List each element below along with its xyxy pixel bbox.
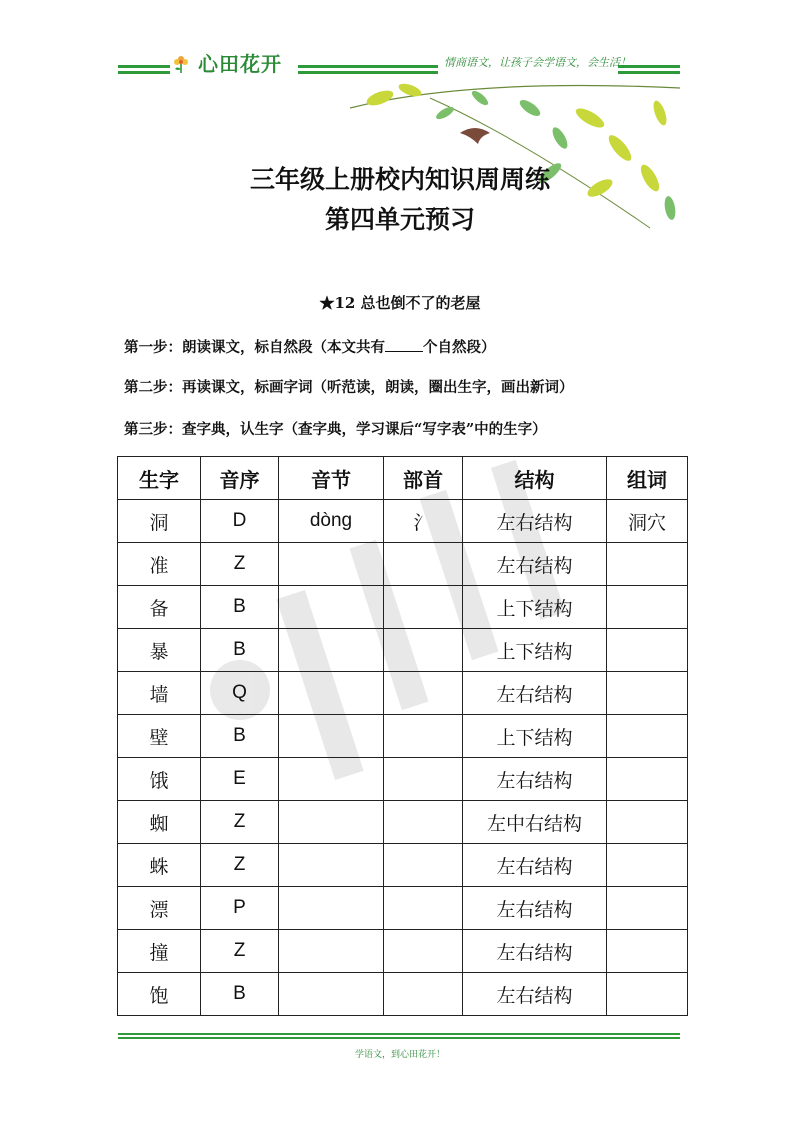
cell-pinyin[interactable] <box>279 844 384 887</box>
table-row <box>118 715 688 758</box>
slogan: 情商语文，让孩子会学语文，会生活！ <box>444 56 631 69</box>
cell-pinyin: dòng <box>279 500 384 543</box>
cell-char: 蛛 <box>118 844 201 887</box>
cell-pinyin[interactable] <box>279 586 384 629</box>
step-3: 第三步：查字典，认生字（查字典，学习课后“写字表”中的生字） <box>124 421 547 438</box>
cell-structure: 上下结构 <box>463 715 607 758</box>
table-row <box>118 543 688 586</box>
cell-char: 饿 <box>118 758 201 801</box>
cell-structure: 左中右结构 <box>463 801 607 844</box>
cell-order: P <box>201 887 279 930</box>
flower-icon <box>170 52 192 74</box>
cell-char: 漂 <box>118 887 201 930</box>
cell-char: 墙 <box>118 672 201 715</box>
cell-char: 洞 <box>118 500 201 543</box>
cell-char: 饱 <box>118 973 201 1016</box>
cell-order: B <box>201 629 279 672</box>
cell-radical[interactable] <box>384 715 463 758</box>
cell-radical[interactable] <box>384 629 463 672</box>
cell-pinyin[interactable] <box>279 629 384 672</box>
cell-word[interactable] <box>607 715 688 758</box>
cell-radical[interactable] <box>384 758 463 801</box>
step-1-text-end: 个自然段） <box>423 339 496 356</box>
cell-structure: 上下结构 <box>463 629 607 672</box>
table-row <box>118 973 688 1016</box>
cell-order: Q <box>201 672 279 715</box>
cell-order: E <box>201 758 279 801</box>
cell-word: 洞穴 <box>607 500 688 543</box>
cell-word[interactable] <box>607 801 688 844</box>
cell-structure: 左右结构 <box>463 500 607 543</box>
vocab-table <box>117 456 688 1016</box>
cell-order: D <box>201 500 279 543</box>
cell-structure: 左右结构 <box>463 758 607 801</box>
lesson-title: ★12 总也倒不了的老屋 <box>319 294 481 312</box>
table-row <box>118 500 688 543</box>
cell-radical[interactable] <box>384 801 463 844</box>
cell-pinyin[interactable] <box>279 715 384 758</box>
cell-radical[interactable] <box>384 672 463 715</box>
cell-word[interactable] <box>607 887 688 930</box>
cell-pinyin[interactable] <box>279 887 384 930</box>
cell-radical[interactable] <box>384 844 463 887</box>
cell-word[interactable] <box>607 930 688 973</box>
cell-word[interactable] <box>607 844 688 887</box>
cell-radical[interactable] <box>384 930 463 973</box>
cell-word[interactable] <box>607 973 688 1016</box>
cell-char: 准 <box>118 543 201 586</box>
cell-pinyin[interactable] <box>279 930 384 973</box>
page-title: 三年级上册校内知识周周练 <box>249 165 550 194</box>
cell-char: 暴 <box>118 629 201 672</box>
cell-radical[interactable] <box>384 973 463 1016</box>
cell-char: 备 <box>118 586 201 629</box>
page-subtitle: 第四单元预习 <box>324 205 475 234</box>
cell-char: 蜘 <box>118 801 201 844</box>
cell-char: 壁 <box>118 715 201 758</box>
cell-structure: 左右结构 <box>463 543 607 586</box>
cell-pinyin[interactable] <box>279 973 384 1016</box>
cell-pinyin[interactable] <box>279 801 384 844</box>
table-row <box>118 844 688 887</box>
table-row <box>118 801 688 844</box>
cell-order: Z <box>201 930 279 973</box>
table-row <box>118 887 688 930</box>
paragraph-count-blank[interactable] <box>385 339 423 352</box>
cell-structure: 左右结构 <box>463 844 607 887</box>
cell-word[interactable] <box>607 672 688 715</box>
cell-pinyin[interactable] <box>279 543 384 586</box>
cell-order: Z <box>201 543 279 586</box>
logo-text: 心田花开 <box>198 52 282 76</box>
cell-structure: 左右结构 <box>463 672 607 715</box>
step-2: 第二步：再读课文，标画字词（听范读，朗读，圈出生字，画出新词） <box>124 379 574 396</box>
col-header: 组词 <box>607 457 688 500</box>
cell-pinyin[interactable] <box>279 758 384 801</box>
brand-logo <box>170 48 282 77</box>
table-row <box>118 586 688 629</box>
footer-rule <box>118 1033 680 1041</box>
cell-pinyin[interactable] <box>279 672 384 715</box>
table-row <box>118 758 688 801</box>
table-row <box>118 629 688 672</box>
cell-order: Z <box>201 801 279 844</box>
cell-radical: 氵 <box>384 500 463 543</box>
table-row <box>118 930 688 973</box>
cell-word[interactable] <box>607 543 688 586</box>
cell-radical[interactable] <box>384 543 463 586</box>
col-header: 部首 <box>384 457 463 500</box>
cell-radical[interactable] <box>384 887 463 930</box>
col-header: 音序 <box>201 457 279 500</box>
cell-structure: 左右结构 <box>463 887 607 930</box>
col-header: 结构 <box>463 457 607 500</box>
footer-text: 学语文，到心田花开！ <box>354 1050 445 1060</box>
cell-radical[interactable] <box>384 586 463 629</box>
cell-order: B <box>201 586 279 629</box>
step-1 <box>124 336 496 357</box>
cell-order: Z <box>201 844 279 887</box>
cell-structure: 上下结构 <box>463 586 607 629</box>
cell-structure: 左右结构 <box>463 930 607 973</box>
cell-word[interactable] <box>607 629 688 672</box>
cell-order: B <box>201 973 279 1016</box>
cell-word[interactable] <box>607 586 688 629</box>
cell-order: B <box>201 715 279 758</box>
cell-word[interactable] <box>607 758 688 801</box>
col-header: 音节 <box>279 457 384 500</box>
step-1-text: 第一步：朗读课文，标自然段（本文共有 <box>124 339 385 356</box>
col-header: 生字 <box>118 457 201 500</box>
cell-structure: 左右结构 <box>463 973 607 1016</box>
table-header-row <box>118 457 688 500</box>
table-row <box>118 672 688 715</box>
cell-char: 撞 <box>118 930 201 973</box>
